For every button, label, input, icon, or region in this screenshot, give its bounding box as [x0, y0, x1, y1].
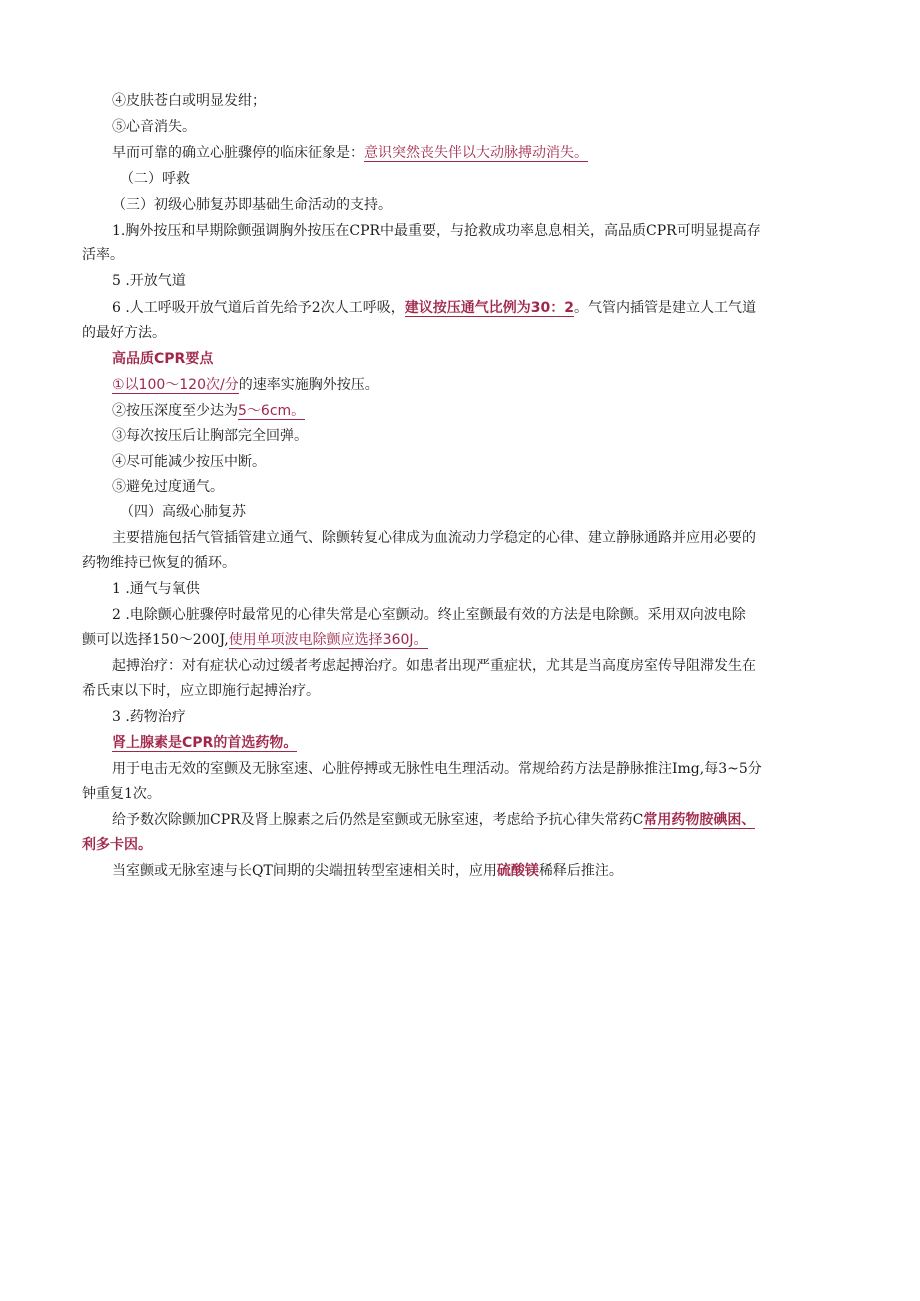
key-points-heading	[112, 349, 213, 369]
text-line	[112, 707, 186, 727]
text-line	[112, 91, 266, 111]
text: 希氏束以下时，应立即施行起搏治疗。	[82, 683, 320, 699]
text: 用于电击无效的室颤及无脉室速、心脏停搏或无脉性电生理活动。常规给药方法是静脉推注Img,每3~5分	[112, 761, 762, 777]
text-line	[82, 835, 152, 855]
highlight-text: 肾上腺素是CPR的首选药物。	[112, 735, 298, 751]
text: ③每次按压后让胸部完全回弹。	[112, 428, 308, 444]
text: ⑤心音消失。	[112, 119, 196, 135]
highlight-text: 意识突然丧失伴以大动脉搏动消失。	[364, 145, 588, 161]
highlight-text: 使用单项波电除颤应选择360J。	[228, 632, 428, 648]
section-heading	[120, 169, 190, 189]
text: 1.胸外按压和早期除颤强调胸外按压在CPR中最重要，与抢救成功率息息相关，高品质CPR可明显提高存	[112, 223, 761, 239]
text: 药物维持已恢复的循环。	[82, 555, 236, 571]
text-line	[112, 143, 588, 163]
text: ⑤避免过度通气。	[112, 479, 224, 495]
text: 的最好方法。	[82, 325, 166, 341]
text-line	[112, 759, 762, 779]
text-line	[112, 656, 756, 676]
text: 钟重复1次。	[82, 786, 161, 802]
text-line	[112, 528, 756, 548]
text-line	[112, 861, 623, 881]
text-line	[112, 733, 297, 753]
text: 稀释后推注。	[538, 863, 623, 879]
text: 2 .电除颤心脏骤停时最常见的心律失常是心室颤动。终止室颤最有效的方法是电除颤。采用双向波电除	[112, 607, 746, 623]
text-line	[112, 221, 761, 241]
text-line	[112, 271, 186, 291]
text-line	[112, 579, 200, 599]
text: （二）呼救	[120, 171, 190, 187]
text: 。气管内插管是建立人工气道	[573, 300, 756, 316]
text: 主要措施包括气管插管建立通气、除颤转复心律成为血流动力学稳定的心律、建立静脉通路并应用必要的	[112, 530, 756, 546]
highlight-text: 常用药物胺碘困、	[643, 812, 756, 828]
section-heading	[112, 195, 392, 215]
text: ②按压深度至少达为	[112, 403, 238, 419]
text-line	[82, 553, 236, 573]
highlight-text: 高品质CPR要点	[112, 351, 214, 367]
text-line	[82, 784, 161, 804]
highlight-text: ①以100～120次/分	[112, 377, 239, 393]
text: （四）高级心肺复苏	[120, 504, 246, 520]
text-line	[82, 323, 166, 343]
text: 给予数次除颤加CPR及肾上腺素之后仍然是室颤或无脉室速，考虑给予抗心律失常药C	[112, 812, 644, 828]
text-line	[112, 477, 224, 497]
text: 6 .人工呼吸开放气道后首先给予2次人工呼吸，	[112, 300, 405, 316]
highlight-text: 建议按压通气比例为30：2	[404, 300, 574, 316]
text-line	[112, 401, 305, 421]
text-line	[112, 452, 266, 472]
highlight-text: 利多卡因。	[82, 837, 152, 853]
text-line	[112, 375, 379, 395]
text: ④尽可能减少按压中断。	[112, 454, 266, 470]
text-line	[82, 630, 428, 650]
text-line	[112, 298, 756, 318]
text-line	[112, 117, 196, 137]
text: 5 .开放气道	[112, 273, 186, 289]
text: ④皮肤苍白或明显发绀；	[112, 93, 266, 109]
text-line	[112, 426, 308, 446]
text: 的速率实施胸外按压。	[238, 377, 379, 393]
text: 3 .药物治疗	[112, 709, 186, 725]
text: 活率。	[82, 247, 124, 263]
text: 早而可靠的确立心脏骤停的临床征象是：	[112, 145, 364, 161]
text-line	[82, 245, 124, 265]
text: 当室颤或无脉室速与长QT间期的尖端扭转型室速相关时，应用	[112, 863, 497, 879]
text-line	[112, 605, 746, 625]
section-heading	[120, 502, 246, 522]
text: 起搏治疗：对有症状心动过缓者考虑起搏治疗。如患者出现严重症状，尤其是当高度房室传导阻滞发生在	[112, 658, 756, 674]
highlight-text: 5～6cm。	[238, 403, 306, 419]
text-line	[112, 810, 755, 830]
highlight-text: 硫酸镁	[496, 863, 539, 879]
text: （三）初级心肺复苏即基础生命活动的支持。	[112, 197, 392, 213]
text: 1 .通气与氧供	[112, 581, 200, 597]
text-line	[82, 681, 320, 701]
text: 颤可以选择150～200J,	[82, 632, 229, 648]
